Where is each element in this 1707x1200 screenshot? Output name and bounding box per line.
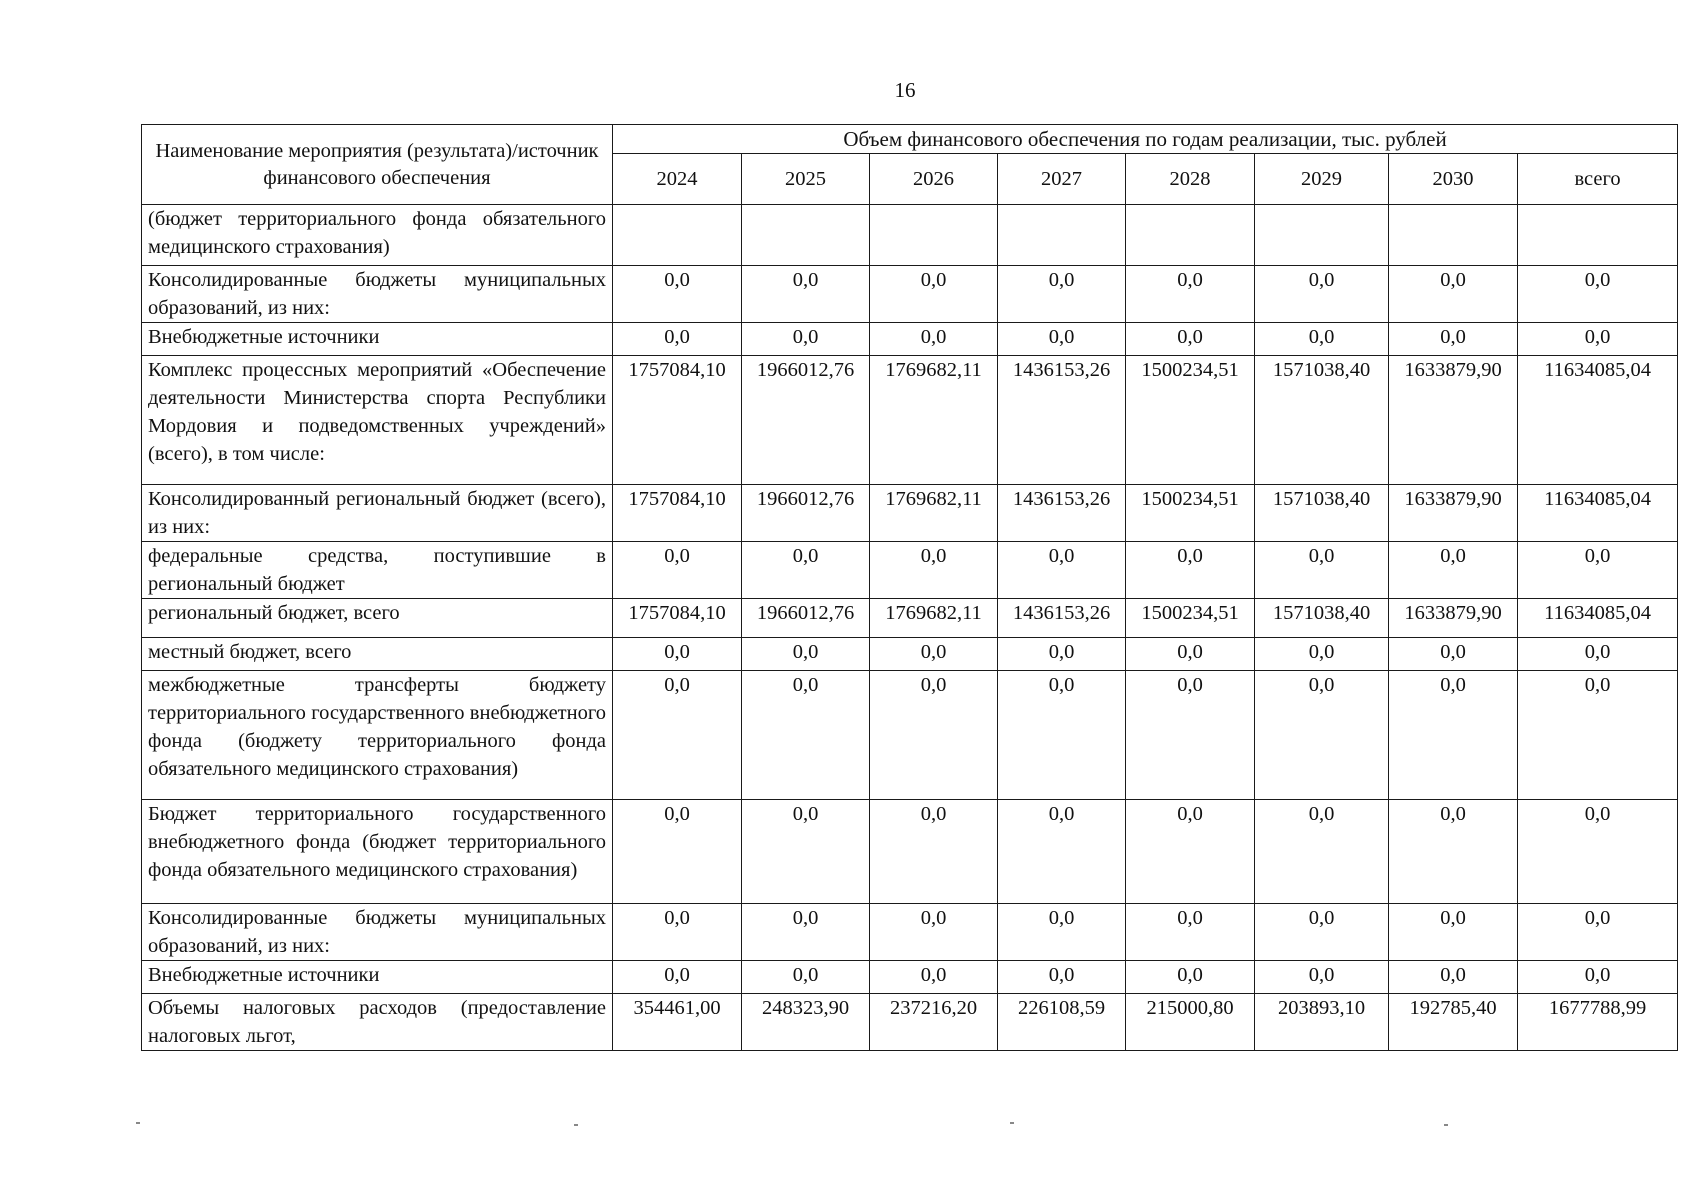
table-row (142, 542, 1678, 599)
year-header: 2027 (998, 154, 1126, 205)
row-name-cell: Объемы налоговых расходов (предоставление налоговых льгот, (142, 994, 613, 1051)
year-value-cell (1389, 205, 1518, 266)
year-value-cell: 0,0 (742, 542, 870, 599)
scan-speck (1010, 1122, 1014, 1124)
year-value-cell: 0,0 (1126, 800, 1255, 904)
table-row (142, 800, 1678, 904)
year-value-cell: 215000,80 (1126, 994, 1255, 1051)
year-value-cell: 0,0 (998, 638, 1126, 671)
year-value-cell: 0,0 (1255, 266, 1389, 323)
row-name-cell: Консолидированные бюджеты муниципальных образований, из них: (142, 266, 613, 323)
scan-speck (136, 1122, 140, 1124)
year-value-cell: 0,0 (742, 323, 870, 356)
total-value-cell: 0,0 (1518, 323, 1678, 356)
year-value-cell: 237216,20 (870, 994, 998, 1051)
row-name-cell: Консолидированные бюджеты муниципальных образований, из них: (142, 904, 613, 961)
year-value-cell: 1769682,11 (870, 485, 998, 542)
year-value-cell: 0,0 (1126, 323, 1255, 356)
table-row (142, 671, 1678, 800)
table-row (142, 266, 1678, 323)
year-value-cell (870, 205, 998, 266)
table-row (142, 961, 1678, 994)
year-value-cell: 354461,00 (613, 994, 742, 1051)
year-value-cell: 1757084,10 (613, 485, 742, 542)
year-value-cell: 248323,90 (742, 994, 870, 1051)
total-value-cell: 0,0 (1518, 800, 1678, 904)
year-value-cell: 1757084,10 (613, 599, 742, 638)
financing-table (141, 124, 1678, 1051)
total-value-cell: 0,0 (1518, 904, 1678, 961)
year-value-cell: 0,0 (613, 542, 742, 599)
year-value-cell: 1966012,76 (742, 485, 870, 542)
scan-speck (1444, 1124, 1448, 1126)
year-value-cell: 0,0 (1255, 904, 1389, 961)
row-name-cell: Бюджет территориального государственного внебюджетного фонда (бюджет территориального фонда обязательного медицинского страхования) (142, 800, 613, 904)
year-value-cell: 0,0 (742, 961, 870, 994)
year-value-cell: 0,0 (1126, 266, 1255, 323)
year-value-cell: 0,0 (742, 904, 870, 961)
table-row (142, 904, 1678, 961)
year-value-cell: 1633879,90 (1389, 485, 1518, 542)
year-value-cell: 0,0 (742, 266, 870, 323)
row-name-cell: региональный бюджет, всего (142, 599, 613, 638)
total-value-cell: 1677788,99 (1518, 994, 1678, 1051)
year-value-cell: 0,0 (1255, 800, 1389, 904)
year-value-cell (613, 205, 742, 266)
year-value-cell: 0,0 (1389, 904, 1518, 961)
total-value-cell: 11634085,04 (1518, 356, 1678, 485)
table-body (142, 205, 1678, 1051)
total-value-cell: 0,0 (1518, 961, 1678, 994)
year-value-cell: 0,0 (870, 671, 998, 800)
name-column-header: Наименование мероприятия (результата)/источник финансового обеспечения (142, 125, 613, 205)
year-value-cell: 0,0 (613, 638, 742, 671)
year-value-cell: 0,0 (1255, 638, 1389, 671)
year-value-cell: 0,0 (742, 800, 870, 904)
row-name-cell: местный бюджет, всего (142, 638, 613, 671)
row-name-cell: Внебюджетные источники (142, 323, 613, 356)
year-value-cell: 0,0 (613, 904, 742, 961)
year-value-cell (1255, 205, 1389, 266)
total-value-cell (1518, 205, 1678, 266)
year-value-cell: 1966012,76 (742, 599, 870, 638)
year-value-cell: 1769682,11 (870, 356, 998, 485)
table-row (142, 638, 1678, 671)
scan-speck (574, 1124, 578, 1126)
year-value-cell: 1500234,51 (1126, 485, 1255, 542)
year-value-cell: 0,0 (1126, 904, 1255, 961)
year-value-cell: 0,0 (1389, 800, 1518, 904)
year-value-cell: 1633879,90 (1389, 356, 1518, 485)
year-value-cell: 0,0 (1126, 542, 1255, 599)
year-value-cell: 0,0 (1126, 961, 1255, 994)
year-value-cell: 0,0 (998, 542, 1126, 599)
year-value-cell: 0,0 (1389, 671, 1518, 800)
year-value-cell: 0,0 (613, 961, 742, 994)
table-row (142, 323, 1678, 356)
year-value-cell: 1436153,26 (998, 485, 1126, 542)
year-value-cell: 1571038,40 (1255, 485, 1389, 542)
year-value-cell: 0,0 (1255, 323, 1389, 356)
year-value-cell: 0,0 (1255, 961, 1389, 994)
year-value-cell: 0,0 (1255, 671, 1389, 800)
year-value-cell: 1436153,26 (998, 599, 1126, 638)
year-value-cell: 0,0 (613, 266, 742, 323)
year-value-cell: 1571038,40 (1255, 599, 1389, 638)
year-value-cell: 0,0 (1389, 542, 1518, 599)
year-value-cell: 1966012,76 (742, 356, 870, 485)
year-value-cell: 0,0 (998, 800, 1126, 904)
table-row (142, 994, 1678, 1051)
year-value-cell: 0,0 (870, 961, 998, 994)
year-value-cell: 0,0 (870, 266, 998, 323)
year-value-cell: 0,0 (870, 904, 998, 961)
year-value-cell: 1436153,26 (998, 356, 1126, 485)
year-value-cell (1126, 205, 1255, 266)
year-value-cell: 226108,59 (998, 994, 1126, 1051)
year-value-cell: 1500234,51 (1126, 599, 1255, 638)
year-value-cell: 0,0 (870, 800, 998, 904)
year-header: 2025 (742, 154, 870, 205)
table-row (142, 356, 1678, 485)
total-header: всего (1518, 154, 1678, 205)
year-value-cell: 0,0 (998, 323, 1126, 356)
year-header: 2028 (1126, 154, 1255, 205)
year-value-cell: 0,0 (613, 671, 742, 800)
page-number: 16 (894, 78, 916, 102)
year-value-cell: 0,0 (998, 904, 1126, 961)
year-value-cell: 0,0 (870, 542, 998, 599)
year-value-cell: 1500234,51 (1126, 356, 1255, 485)
year-value-cell: 192785,40 (1389, 994, 1518, 1051)
year-value-cell: 0,0 (998, 671, 1126, 800)
year-value-cell: 0,0 (1389, 638, 1518, 671)
year-value-cell: 0,0 (613, 323, 742, 356)
year-value-cell: 1633879,90 (1389, 599, 1518, 638)
scan-artifacts (0, 1120, 1707, 1130)
year-value-cell: 0,0 (870, 323, 998, 356)
funding-group-header: Объем финансового обеспечения по годам реализации, тыс. рублей (613, 125, 1678, 154)
table-row (142, 205, 1678, 266)
year-value-cell: 0,0 (742, 671, 870, 800)
row-name-cell: (бюджет территориального фонда обязательного медицинского страхования) (142, 205, 613, 266)
year-header: 2026 (870, 154, 998, 205)
year-value-cell: 0,0 (742, 638, 870, 671)
total-value-cell: 0,0 (1518, 542, 1678, 599)
year-value-cell (998, 205, 1126, 266)
total-value-cell: 11634085,04 (1518, 485, 1678, 542)
year-header: 2024 (613, 154, 742, 205)
table-row (142, 599, 1678, 638)
year-value-cell: 1769682,11 (870, 599, 998, 638)
total-value-cell: 0,0 (1518, 671, 1678, 800)
row-name-cell: Внебюджетные источники (142, 961, 613, 994)
year-value-cell: 203893,10 (1255, 994, 1389, 1051)
year-value-cell: 1757084,10 (613, 356, 742, 485)
year-value-cell (742, 205, 870, 266)
year-value-cell: 0,0 (870, 638, 998, 671)
year-value-cell: 0,0 (1255, 542, 1389, 599)
row-name-cell: федеральные средства, поступившие в региональный бюджет (142, 542, 613, 599)
total-value-cell: 0,0 (1518, 266, 1678, 323)
table-header (142, 125, 1678, 205)
row-name-cell: межбюджетные трансферты бюджету территориального государственного внебюджетного фонда (бюджету территориального фонда обязательного медицинского страхования) (142, 671, 613, 800)
year-header: 2029 (1255, 154, 1389, 205)
table-row (142, 485, 1678, 542)
year-value-cell: 0,0 (998, 961, 1126, 994)
year-header: 2030 (1389, 154, 1518, 205)
year-value-cell: 0,0 (1126, 638, 1255, 671)
year-value-cell: 0,0 (998, 266, 1126, 323)
total-value-cell: 11634085,04 (1518, 599, 1678, 638)
row-name-cell: Консолидированный региональный бюджет (всего), из них: (142, 485, 613, 542)
total-value-cell: 0,0 (1518, 638, 1678, 671)
year-value-cell: 0,0 (613, 800, 742, 904)
year-value-cell: 0,0 (1389, 323, 1518, 356)
year-value-cell: 1571038,40 (1255, 356, 1389, 485)
year-value-cell: 0,0 (1126, 671, 1255, 800)
year-value-cell: 0,0 (1389, 961, 1518, 994)
row-name-cell: Комплекс процессных мероприятий «Обеспечение деятельности Министерства спорта Республики Мордовия и подведомственных учреждений» (всего), в том числе: (142, 356, 613, 485)
year-value-cell: 0,0 (1389, 266, 1518, 323)
